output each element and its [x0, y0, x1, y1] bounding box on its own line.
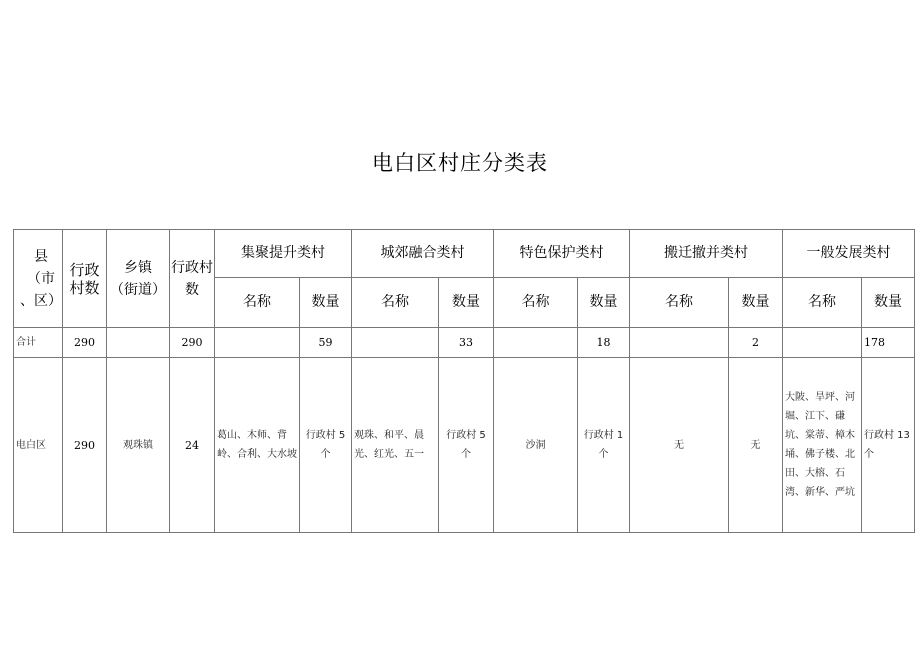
- county-name: 电白区: [14, 358, 63, 533]
- township-name: 观珠镇: [107, 358, 170, 533]
- admin-village-count-header: 行政村数: [170, 230, 215, 328]
- data-row: [14, 358, 915, 533]
- total-row: [14, 328, 915, 358]
- total-cat3-qty: 18: [578, 328, 630, 358]
- total-cat1-names: [215, 328, 300, 358]
- category-header: 集聚提升类村: [215, 230, 352, 278]
- quantity-header: 数量: [439, 278, 494, 328]
- quantity-header: 数量: [729, 278, 783, 328]
- total-cat1-qty: 59: [300, 328, 352, 358]
- name-header: 名称: [783, 278, 862, 328]
- total-cat5-qty: 178: [862, 328, 915, 358]
- name-header: 名称: [494, 278, 578, 328]
- name-header: 名称: [630, 278, 729, 328]
- village-classification-table: [13, 229, 915, 533]
- quantity-header: 数量: [300, 278, 352, 328]
- cat4-village-qty: 无: [729, 358, 783, 533]
- cat2-village-names: 观珠、和平、晨光、红光、五一: [352, 358, 439, 533]
- total-township: [107, 328, 170, 358]
- cat1-village-names: 葛山、木师、背岭、合利、大水坡: [215, 358, 300, 533]
- admin-villages-header: 行政村数: [63, 230, 107, 328]
- cat5-village-qty: 行政村 13 个: [862, 358, 915, 533]
- total-cat4-qty: 2: [729, 328, 783, 358]
- township-header: 乡镇 （街道）: [107, 230, 170, 328]
- name-header: 名称: [352, 278, 439, 328]
- county-header: 县 （市 、区）: [14, 230, 63, 328]
- cat3-village-names: 沙洞: [494, 358, 578, 533]
- total-admin-villages: 290: [63, 328, 107, 358]
- county-admin-villages: 290: [63, 358, 107, 533]
- category-header: 一般发展类村: [783, 230, 915, 278]
- cat2-village-qty: 行政村 5 个: [439, 358, 494, 533]
- header-row-1: [14, 230, 915, 278]
- page-title: 电白区村庄分类表: [372, 151, 548, 175]
- cat1-village-qty: 行政村 5 个: [300, 358, 352, 533]
- category-header: 搬迁撤并类村: [630, 230, 783, 278]
- total-admin-village-count: 290: [170, 328, 215, 358]
- cat5-village-names: 大陂、旱坪、河堀、江下、磏坑、棠蒂、樟木埇、佛子楼、北田、大榕、石湾、新华、严坑: [783, 358, 862, 533]
- category-header: 特色保护类村: [494, 230, 630, 278]
- total-cat2-names: [352, 328, 439, 358]
- quantity-header: 数量: [862, 278, 915, 328]
- cat4-village-names: 无: [630, 358, 729, 533]
- cat3-village-qty: 行政村 1 个: [578, 358, 630, 533]
- total-cat4-names: [630, 328, 729, 358]
- total-cat2-qty: 33: [439, 328, 494, 358]
- total-cat3-names: [494, 328, 578, 358]
- total-label: 合计: [14, 328, 63, 358]
- name-header: 名称: [215, 278, 300, 328]
- total-cat5-names: [783, 328, 862, 358]
- quantity-header: 数量: [578, 278, 630, 328]
- township-admin-village-count: 24: [170, 358, 215, 533]
- category-header: 城郊融合类村: [352, 230, 494, 278]
